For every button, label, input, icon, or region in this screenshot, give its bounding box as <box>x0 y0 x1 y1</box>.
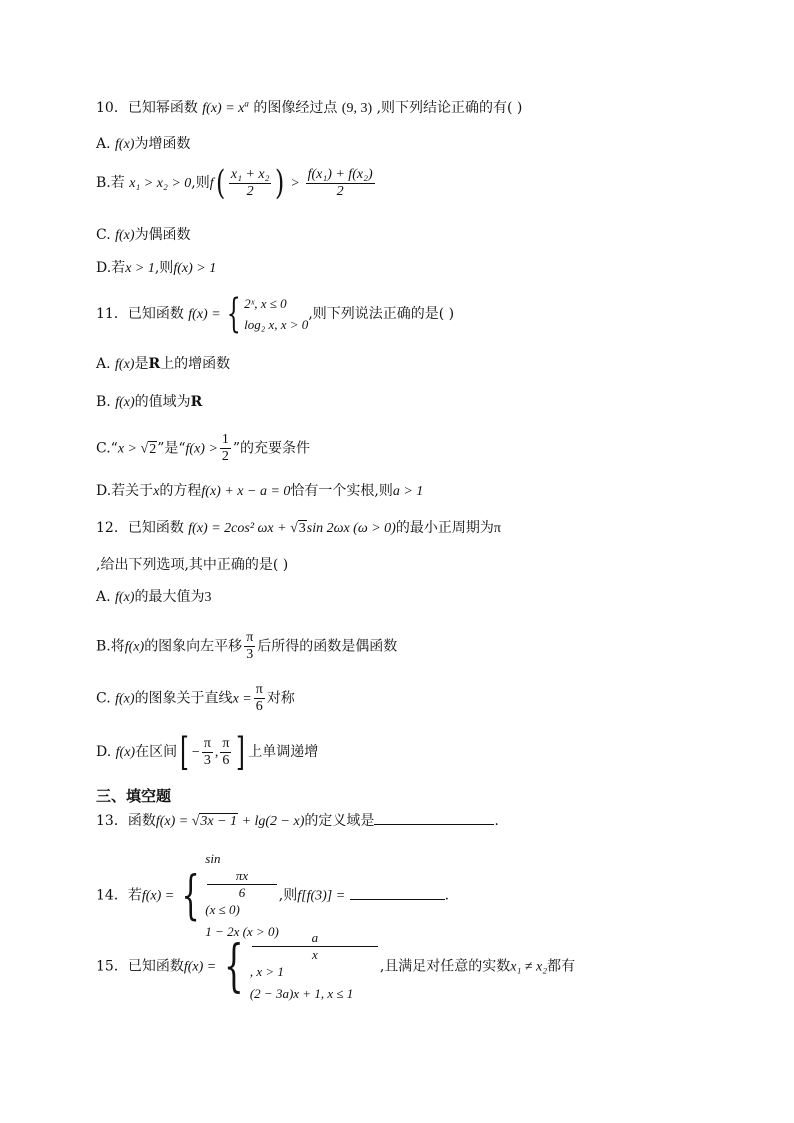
option-math: x > 1 <box>125 261 155 276</box>
option-text: 在区间 <box>135 744 178 760</box>
stem-text: 11．已知函数 <box>96 306 184 322</box>
fraction <box>254 682 265 715</box>
answer-blank[interactable] <box>350 899 445 900</box>
stem-text-2: 的最小正周期为 <box>395 520 494 536</box>
denominator: 3 <box>203 752 211 768</box>
option-text: 的值域为 <box>134 394 191 410</box>
option-text: 的方程 <box>159 483 202 499</box>
option-label: D. <box>96 744 116 760</box>
option-math: 3 <box>204 590 212 605</box>
option-math: x₁ > x₂ > 0 <box>129 176 192 191</box>
option-label: A. <box>96 589 116 605</box>
stem-text-2: ,则 <box>278 887 298 904</box>
option-math: f(x) <box>115 745 136 760</box>
fraction <box>244 630 255 663</box>
numerator: πx <box>207 868 277 885</box>
function: f(x) = <box>183 959 217 975</box>
stem-text-2: ,且满足对任意的实数 <box>379 958 511 975</box>
option-text: 对称 <box>266 690 295 707</box>
option-math: f(x) <box>115 590 135 605</box>
denominator: 3 <box>246 647 254 662</box>
q11-option-d <box>96 482 423 501</box>
q11-stem <box>96 293 454 335</box>
fraction <box>202 736 213 769</box>
comma: , <box>214 745 219 760</box>
option-label: C. <box>96 690 116 707</box>
denominator: 6 <box>255 699 263 714</box>
composite: f[f(3)] = <box>297 888 346 904</box>
denominator: 6 <box>222 752 230 768</box>
q10-stem-text: 10．已知幂函数 <box>96 100 198 116</box>
option-label: B.若 <box>96 175 125 191</box>
option-math: f(x) + x − a = 0 <box>201 484 291 499</box>
numerator: π <box>246 630 254 645</box>
option-math: f(x) <box>115 137 135 152</box>
sqrt-arg: 3 <box>298 521 306 536</box>
case-1 <box>250 930 380 981</box>
q10-point: (9, 3) <box>341 101 373 116</box>
option-math: x > <box>117 441 141 457</box>
q14-stem <box>96 850 449 941</box>
period: π <box>493 521 501 536</box>
case-1: 2ˣ, x ≤ 0 <box>244 296 287 311</box>
fraction <box>220 432 231 465</box>
denominator: 6 <box>238 885 246 900</box>
function: f(x) = <box>141 888 175 904</box>
denominator: 2 <box>221 449 229 464</box>
left-paren: ( <box>215 163 225 203</box>
fraction <box>207 868 277 901</box>
option-math: f(x) <box>115 357 135 372</box>
option-label: A. <box>96 136 116 152</box>
fraction <box>229 167 272 200</box>
stem-text-3: ,给出下列选项,其中正确的是( ) <box>96 557 289 573</box>
fraction <box>306 167 375 200</box>
case-2: (2 − 3a)x + 1, x ≤ 1 <box>249 986 354 1001</box>
stem-text-2: ,则下列说法正确的是( ) <box>308 306 455 322</box>
q10-option-b <box>96 163 377 203</box>
q11-option-b <box>96 393 202 412</box>
q12-option-b <box>96 630 397 663</box>
q10-function: f(x) = x <box>202 101 245 116</box>
option-text: 为偶函数 <box>134 227 191 243</box>
option-text: ”的充要条件 <box>232 440 311 457</box>
right-paren: ) <box>275 163 285 203</box>
q13-stem: 13．函数f(x) = √3x − 1 + lg(2 − x)的定义域是 . <box>96 813 499 829</box>
case-2: 1 − 2x (x > 0) <box>205 924 279 939</box>
real-set: R <box>148 356 161 372</box>
left-bracket: [ <box>180 730 189 774</box>
option-label: D.若关于 <box>96 483 154 499</box>
option-text: 为增函数 <box>134 136 191 152</box>
option-text: ”是“ <box>157 440 186 457</box>
piecewise-cases <box>250 930 380 1003</box>
left-brace: { <box>181 865 200 926</box>
option-text: ,则 <box>154 260 174 276</box>
left-brace: { <box>226 291 241 337</box>
q10-option-d <box>96 259 216 278</box>
case-condition: , x > 1 <box>249 964 284 979</box>
option-text: 是 <box>134 356 149 372</box>
answer-blank[interactable] <box>374 824 494 825</box>
q10-stem-text-3: ,则下列结论正确的有( ) <box>376 100 523 116</box>
q11-option-a <box>96 355 230 374</box>
option-label: C.“ <box>96 440 118 457</box>
fraction <box>252 930 378 963</box>
case-1 <box>205 850 279 919</box>
option-text: 的图象向左平移 <box>144 638 243 655</box>
numerator: 1 <box>221 432 229 447</box>
q12-option-a <box>96 588 211 607</box>
option-math: a > 1 <box>392 484 424 499</box>
numerator: π <box>255 682 263 697</box>
option-label: D.若 <box>96 260 126 276</box>
denominator: x <box>311 947 318 962</box>
sqrt-arg: 3x − 1 <box>200 814 238 829</box>
function: f(x) = 2cos² ωx + <box>188 521 291 536</box>
real-set: R <box>190 394 203 410</box>
q10-exponent: a <box>244 98 249 109</box>
option-math: f(x) > <box>185 441 218 457</box>
function-rest: sin 2ωx (ω > 0) <box>306 521 396 536</box>
stem-text-3: 都有 <box>547 958 576 975</box>
stem-text: 14．若 <box>96 887 142 904</box>
piecewise-cases <box>244 293 308 335</box>
case-condition: (x ≤ 0) <box>205 902 240 917</box>
q10-stem-text-2: 的图像经过点 <box>253 100 338 116</box>
option-math: f(x) > 1 <box>173 261 217 276</box>
stem-text-2: 的定义域是 <box>304 813 375 829</box>
stem-text: 12．已知函数 <box>96 520 184 536</box>
denominator: 2 <box>246 183 254 199</box>
option-math: f(x) <box>124 639 145 655</box>
function-rest: + lg(2 − x) <box>238 814 305 829</box>
sqrt-arg: 2 <box>149 441 157 457</box>
section-heading: 三、填空题 <box>96 787 172 805</box>
minus-sign: − <box>191 745 200 760</box>
period-mark: . <box>494 813 499 829</box>
option-label: B. <box>96 394 116 410</box>
option-math: x <box>153 484 160 499</box>
option-math: f(x) <box>115 228 135 243</box>
q15-stem <box>96 930 575 1003</box>
stem-text: 13．函数 <box>96 813 156 829</box>
option-text: 上的增函数 <box>160 356 231 372</box>
fraction <box>220 736 231 769</box>
option-text: 后所得的函数是偶函数 <box>257 638 398 655</box>
function: f(x) = <box>188 307 221 322</box>
option-label: A. <box>96 356 116 372</box>
right-bracket: ] <box>236 730 246 774</box>
option-text: 恰有一个实根,则 <box>290 483 393 499</box>
option-math: x = <box>232 691 252 707</box>
stem-text: 15．已知函数 <box>96 958 184 975</box>
numerator: f(x₁) + f(x₂) <box>307 166 373 182</box>
period-mark: . <box>444 887 450 904</box>
option-text: 的最大值为 <box>134 589 205 605</box>
left-brace: { <box>224 933 244 999</box>
q12-option-d <box>96 730 319 774</box>
numerator: x₁ + x₂ <box>230 166 270 182</box>
option-text: 的图象关于直线 <box>134 690 233 707</box>
q12-option-c <box>96 682 295 715</box>
q11-option-c: C.“x > √2”是“f(x) > $\frac{1}{2}$ ”的充要条件 <box>96 432 311 464</box>
option-math: f(x) <box>115 395 135 410</box>
q10-option-a <box>96 135 190 154</box>
option-math: f(x) <box>115 691 135 707</box>
q10-stem <box>96 99 522 118</box>
numerator: a <box>252 930 378 947</box>
numerator: π <box>222 735 230 751</box>
condition: x₁ ≠ x₂ <box>510 959 548 975</box>
q10-option-c <box>96 226 191 245</box>
q12-stem-cont <box>96 556 288 574</box>
function: f(x) = <box>155 814 192 829</box>
option-math: f <box>209 176 214 191</box>
option-text: 上单调递增 <box>248 744 319 760</box>
option-text: ,则 <box>191 175 210 191</box>
sin-label: sin <box>205 851 221 866</box>
option-label: B.将 <box>96 638 125 655</box>
q12-stem: 12．已知函数 f(x) = 2cos² ωx + √3sin 2ωx (ω > 0)的最小正周期为π <box>96 520 501 536</box>
case-2: log₂ x, x > 0 <box>244 317 309 332</box>
numerator: π <box>203 735 211 751</box>
denominator: 2 <box>336 183 344 199</box>
option-label: C. <box>96 227 116 243</box>
piecewise-cases <box>205 850 279 941</box>
option-math: > <box>291 176 300 191</box>
